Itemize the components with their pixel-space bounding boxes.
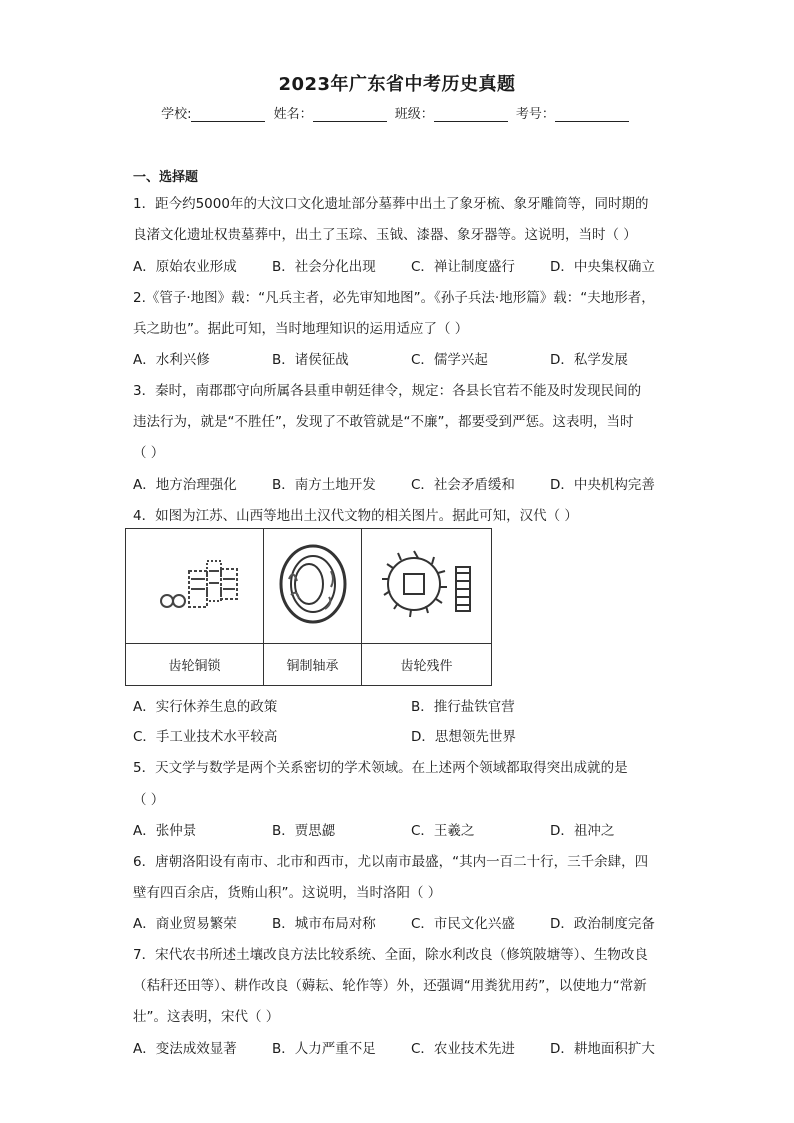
option-d[interactable]: D．政治制度完备 [550, 916, 655, 932]
option-d[interactable]: D．中央机构完善 [550, 477, 655, 493]
question-4-options-row-1 [133, 695, 673, 715]
option-b[interactable]: B．南方土地开发 [272, 477, 376, 493]
class-label: 班级： [394, 107, 434, 122]
option-a[interactable]: A．变法成效显著 [133, 1041, 237, 1057]
question-5-options [133, 819, 673, 839]
exam-no-label: 考号： [515, 107, 555, 122]
question-5-text-line-1: 5．天文学与数学是两个关系密切的学术领域。在上述两个领域都取得突出成就的是 [133, 760, 628, 776]
gear-icon [372, 539, 482, 629]
school-label: 学校: [161, 107, 192, 122]
option-b[interactable]: B．社会分化出现 [272, 259, 376, 275]
option-d[interactable]: D．中央集权确立 [550, 259, 655, 275]
option-c[interactable]: C．市民文化兴盛 [411, 916, 515, 932]
question-6-text-line-1: 6．唐朝洛阳设有南市、北市和西市，尤以南市最盛，“其内一百二十行，三千余肆，四 [133, 854, 649, 870]
option-d[interactable]: D．思想领先世界 [411, 729, 516, 745]
class-field[interactable] [434, 107, 508, 122]
question-7-text-line-3: 壮”。这表明，宋代（ ） [133, 1009, 280, 1025]
gear-lock-icon [145, 549, 245, 619]
option-a[interactable]: A．原始农业形成 [133, 259, 237, 275]
option-a[interactable]: A．实行休养生息的政策 [133, 699, 278, 715]
option-b[interactable]: B．人力严重不足 [272, 1041, 376, 1057]
question-2-text-line-2: 兵之助也”。据此可知，当时地理知识的运用适应了（ ） [133, 321, 469, 337]
question-2-text-line-1: 2.《管子·地图》载：“凡兵主者，必先审知地图”。《孙子兵法·地形篇》载：“夫地形者， [133, 290, 655, 306]
caption-bearing: 铜制轴承 [264, 644, 362, 686]
question-3-text-line-1: 3．秦时，南郡郡守向所属各县重申朝廷律令，规定：各县长官若不能及时发现民间的 [133, 383, 642, 399]
option-c[interactable]: C．社会矛盾缓和 [411, 477, 515, 493]
question-7-text-line-2: （秸秆还田等）、耕作改良（薅耘、轮作等）外，还强调“用粪犹用药”，以使地力“常新 [133, 978, 647, 994]
option-d[interactable]: D．耕地面积扩大 [550, 1041, 655, 1057]
option-a[interactable]: A．水利兴修 [133, 352, 210, 368]
option-c[interactable]: C．王羲之 [411, 823, 475, 839]
gear-fragment-image [362, 529, 492, 644]
option-d[interactable]: D．私学发展 [550, 352, 628, 368]
option-b[interactable]: B．城市布局对称 [272, 916, 376, 932]
question-7-options [133, 1037, 673, 1057]
option-c[interactable]: C．手工业技术水平较高 [133, 729, 278, 745]
question-6-text-line-2: 壁有四百余店，货贿山积”。这说明，当时洛阳（ ） [133, 885, 442, 901]
caption-gear-fragment: 齿轮残件 [362, 644, 492, 686]
option-c[interactable]: C．儒学兴起 [411, 352, 488, 368]
name-label: 姓名： [273, 107, 313, 122]
caption-gear-lock: 齿轮铜锁 [126, 644, 264, 686]
question-3-text-line-2: 违法行为，就是“不胜任”，发现了不敢管就是“不廉”，都要受到严惩。这表明，当时 [133, 414, 634, 430]
question-1-text-line-1: 1．距今约5000年的大汶口文化遗址部分墓葬中出土了象牙梳、象牙雕筒等，同时期的 [133, 196, 649, 212]
exam-no-field[interactable] [555, 107, 629, 122]
section-heading: 一、选择题 [133, 170, 199, 185]
question-4-text-line-1: 4．如图为江苏、山西等地出土汉代文物的相关图片。据此可知，汉代（ ） [133, 508, 578, 524]
gear-copper-lock-image [126, 529, 264, 644]
artifact-figure-table [125, 528, 492, 686]
option-c[interactable]: C．禅让制度盛行 [411, 259, 515, 275]
question-4-options-row-2 [133, 725, 673, 745]
question-7-text-line-1: 7．宋代农书所述土壤改良方法比较系统、全面，除水利改良（修筑陂塘等）、生物改良 [133, 947, 648, 963]
question-3-text-line-3: （ ） [133, 445, 165, 461]
option-b[interactable]: B．诸侯征战 [272, 352, 349, 368]
question-6-options [133, 912, 673, 932]
copper-bearing-image [264, 529, 362, 644]
school-field[interactable] [191, 107, 265, 122]
option-a[interactable]: A．张仲景 [133, 823, 197, 839]
option-a[interactable]: A．商业贸易繁荣 [133, 916, 237, 932]
name-field[interactable] [313, 107, 387, 122]
bearing-icon [273, 539, 353, 629]
option-a[interactable]: A．地方治理强化 [133, 477, 237, 493]
student-info [0, 103, 794, 122]
option-b[interactable]: B．推行盐铁官营 [411, 699, 515, 715]
question-5-text-line-2: （ ） [133, 792, 165, 808]
question-1-text-line-2: 良渚文化遗址权贵墓葬中，出土了玉琮、玉钺、漆器、象牙器等。这说明，当时（ ） [133, 227, 637, 243]
option-b[interactable]: B．贾思勰 [272, 823, 336, 839]
question-2-options [133, 348, 673, 368]
page-title: 2023年广东省中考历史真题 [278, 74, 516, 95]
option-d[interactable]: D．祖冲之 [550, 823, 615, 839]
option-c[interactable]: C．农业技术先进 [411, 1041, 515, 1057]
question-3-options [133, 473, 673, 493]
question-1-options [133, 255, 673, 275]
